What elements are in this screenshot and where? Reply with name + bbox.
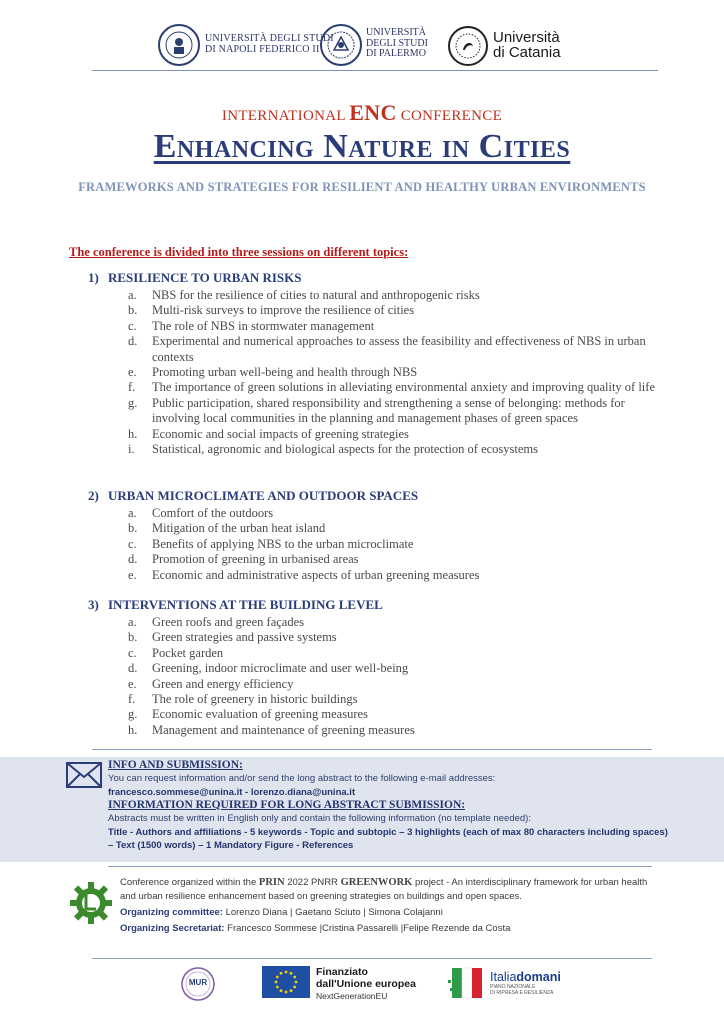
footer-divider (92, 958, 652, 959)
list-item (128, 707, 668, 722)
session-items (88, 506, 668, 583)
list-item (128, 568, 668, 583)
list-item (128, 303, 668, 318)
mur-logo (180, 966, 216, 1002)
session-3 (88, 597, 668, 738)
list-item (128, 521, 668, 536)
list-item-text: Promotion of greening in urbanised areas (152, 552, 359, 567)
list-marker: e. (128, 676, 137, 691)
list-item-text: Management and maintenance of greening measures (152, 722, 415, 737)
list-marker: d. (128, 334, 138, 349)
italia-domani-text: Italiadomani PIANO NAZIONALE DI RIPRESA E RESILIENZA (490, 970, 561, 996)
list-marker: a. (128, 506, 137, 520)
list-item-text: The role of greenery in historic buildings (152, 692, 358, 707)
eu-funding-text: Finanziato dall'Unione europea NextGenerationEU (316, 966, 416, 1001)
list-item (128, 692, 668, 707)
list-marker: f. (128, 692, 136, 707)
list-item-text: Public participation, shared responsibility and strengthening a sense of belonging: methods for involving local communities in the planning and management phases of green spaces (152, 395, 625, 426)
list-item-text: Green roofs and green façades (152, 615, 305, 629)
list-item (128, 537, 668, 552)
list-marker: g. (128, 395, 138, 410)
info-content (108, 759, 718, 853)
list-item (128, 677, 668, 692)
session-title: 1) RESILIENCE TO URBAN RISKS (88, 270, 302, 285)
logo-row (0, 18, 724, 76)
napoli-logo-text: UNIVERSITÀ DEGLI STUDI DI NAPOLI FEDERICO II (205, 33, 334, 55)
list-item-text: Mitigation of the urban heat island (152, 521, 326, 536)
list-marker: f. (128, 380, 136, 395)
list-marker: b. (128, 521, 138, 536)
requirements-fields-1: Title - Authors and affiliations - 5 keywords - Topic and subtopic – 3 highlights (each of max 80 characters including spaces) (108, 826, 668, 838)
session-1 (88, 270, 668, 457)
requirements-heading: INFORMATION REQUIRED FOR LONG ABSTRACT SUBMISSION: (108, 799, 466, 811)
requirements-text: Abstracts must be written in English only and contain the following information (no template needed): (108, 813, 531, 824)
contact-emails[interactable]: francesco.sommese@unina.it - lorenzo.diana@unina.it (108, 786, 356, 798)
list-item (128, 723, 668, 738)
list-item (128, 334, 668, 365)
list-marker: c. (128, 318, 137, 333)
sessions-intro: The conference is divided into three sessions on different topics: (69, 245, 409, 259)
catania-logo-text: Università di Catania (493, 29, 561, 61)
list-item-text: Greening, indoor microclimate and user well-being (152, 661, 409, 676)
italia-domani-icon (448, 966, 488, 1005)
list-item-text: NBS for the resilience of cities to natural and anthropogenic risks (152, 288, 480, 302)
list-item (128, 442, 668, 457)
session-title: 3) INTERVENTIONS AT THE BUILDING LEVEL (88, 597, 383, 612)
list-marker: e. (128, 365, 137, 380)
kicker-post: CONFERENCE (396, 108, 503, 124)
list-item (128, 630, 668, 645)
header-divider (92, 70, 658, 71)
list-item (128, 506, 668, 521)
list-marker: d. (128, 552, 138, 567)
list-item-text: Statistical, agronomic and biological aspects for the protection of ecosystems (152, 442, 539, 457)
list-item-text: Experimental and numerical approaches to assess the feasibility and effectiveness of NBS in urban contexts (152, 334, 646, 364)
list-item (128, 646, 668, 661)
list-marker: h. (128, 426, 138, 441)
list-marker: e. (128, 567, 137, 582)
list-item-text: Economic and administrative aspects of urban greening measures (152, 567, 480, 582)
eu-flag-icon (262, 966, 310, 1003)
list-item-text: Green and energy efficiency (152, 676, 294, 691)
catania-seal-icon (448, 26, 488, 66)
organizing-secretariat: Organizing Secretariat: Francesco Sommese |Cristina Passarelli |Felipe Rezende da Costa (120, 922, 511, 934)
list-item-text: The importance of green solutions in alleviating environmental anxiety and improving quality of life (152, 380, 655, 395)
info-divider-top (92, 749, 652, 750)
list-item (128, 288, 668, 303)
list-item-text: The role of NBS in stormwater management (152, 318, 375, 333)
session-items (88, 288, 668, 457)
page-title: Enhancing Nature in Cities (153, 128, 571, 165)
palermo-seal-icon (320, 24, 362, 66)
list-item (128, 319, 668, 334)
list-marker: a. (128, 288, 137, 302)
info-heading: INFO AND SUBMISSION: (108, 759, 243, 771)
list-item (128, 427, 668, 442)
list-marker: c. (128, 645, 137, 660)
list-marker: a. (128, 615, 137, 629)
info-divider-bottom (108, 866, 652, 867)
organization-info (120, 876, 660, 935)
session-title: 2) URBAN MICROCLIMATE AND OUTDOOR SPACES (88, 488, 419, 503)
greenwork-logo-icon (68, 880, 114, 931)
kicker-acronym: ENC (349, 100, 397, 125)
list-item-text: Comfort of the outdoors (152, 506, 274, 520)
list-item (128, 396, 668, 427)
mail-icon (66, 762, 102, 793)
list-item-text: Promoting urban well-being and health through NBS (152, 365, 418, 380)
list-marker: g. (128, 707, 138, 722)
project-description: Conference organized within the PRIN 2022 PNRR GREENWORK project - An interdisciplinary framework for urban health and urban resilience enhancement based on greening strategies on buildings and open spaces. (120, 877, 648, 902)
list-marker: h. (128, 722, 138, 737)
list-item (128, 615, 668, 630)
list-marker: i. (128, 442, 135, 457)
list-item-text: Economic and social impacts of greening strategies (152, 426, 409, 441)
list-item-text: Multi-risk surveys to improve the resilience of cities (152, 303, 415, 318)
napoli-seal-icon (158, 24, 200, 66)
list-marker: c. (128, 536, 137, 551)
list-item-text: Pocket garden (152, 645, 224, 660)
list-item-text: Benefits of applying NBS to the urban microclimate (152, 536, 414, 551)
list-item-text: Economic evaluation of greening measures (152, 707, 368, 722)
session-items (88, 615, 668, 738)
palermo-logo-text: UNIVERSITÀ DEGLI STUDI DI PALERMO (366, 27, 428, 59)
info-text: You can request information and/or send the long abstract to the following e-mail addresses: (108, 773, 496, 784)
list-item (128, 661, 668, 676)
list-item (128, 552, 668, 567)
list-item-text: Green strategies and passive systems (152, 630, 337, 645)
list-marker: b. (128, 630, 138, 645)
list-marker: b. (128, 303, 138, 318)
session-2 (88, 488, 668, 583)
list-item (128, 380, 668, 395)
mur-label: MUR (188, 978, 208, 987)
list-marker: d. (128, 661, 138, 676)
requirements-fields-2: – Text (1500 words) – 1 Mandatory Figure - References (108, 840, 354, 851)
list-item (128, 365, 668, 380)
kicker-pre: INTERNATIONAL (221, 108, 350, 124)
organizing-committee: Organizing committee: Lorenzo Diana | Gaetano Sciuto | Simona Colajanni (120, 907, 443, 918)
page-subtitle: FRAMEWORKS AND STRATEGIES FOR RESILIENT AND HEALTHY URBAN ENVIRONMENTS (78, 180, 646, 194)
conference-kicker (0, 100, 724, 126)
